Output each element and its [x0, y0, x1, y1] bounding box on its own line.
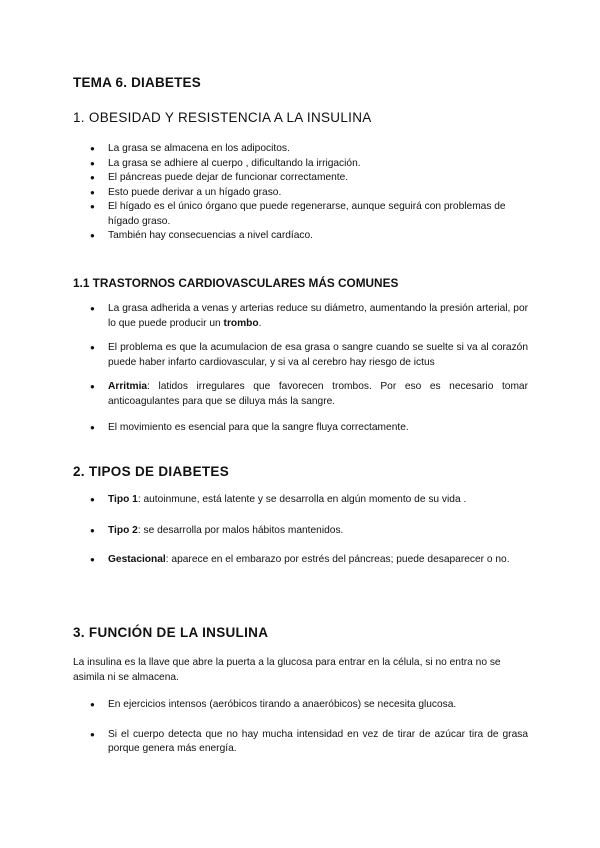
list-item: [108, 493, 528, 508]
item-text: La grasa adherida a venas y arterias reduce su diámetro, aumentando la presión arterial, por lo que puede producir un: [108, 303, 528, 329]
list-item: ● La grasa se almacena en los adipocitos.: [108, 142, 528, 157]
item-text: : se desarrolla por malos hábitos mantenidos.: [137, 524, 344, 536]
section-1-1-heading: 1.1 TRASTORNOS CARDIOVASCULARES MÁS COMUNES: [73, 276, 399, 290]
item-text: .: [258, 317, 262, 329]
list-item: ● En ejercicios intensos (aeróbicos tirando a anaeróbicos) se necesita glucosa.: [108, 698, 528, 713]
item-text: : autoinmune, está latente y se desarrolla en algún momento de su vida .: [137, 494, 467, 505]
list-item: ● El problema es que la acumulacion de esa grasa o sangre cuando se suelte si va al corazón puede haber infarto cardiovascular, y si va al cerebro hay riesgo de ictus: [108, 341, 528, 370]
item-text: : latidos irregulares que favorecen trombos. Por eso es necesario tomar anticoagulantes para que se diluya más la sangre.: [108, 381, 528, 407]
list-item: ● El movimiento es esencial para que la sangre fluya correctamente.: [108, 421, 528, 436]
list-item: ● La grasa se adhiere al cuerpo , dificultando la irrigación.: [108, 157, 528, 172]
list-item: ● Esto puede derivar a un hígado graso.: [108, 186, 528, 201]
section-3-heading: [73, 625, 268, 640]
section-1-list: [108, 142, 528, 244]
section-2-heading: [73, 464, 229, 479]
item-keyword: Tipo 1: [108, 494, 138, 505]
section-2-list: [108, 493, 528, 568]
item-text: : aparece en el embarazo por estrés del páncreas; puede desaparecer o no.: [165, 554, 510, 565]
section-3-heading-text: 3. FUNCIÓN DE LA INSULINA: [73, 625, 269, 640]
list-item: ● El páncreas puede dejar de funcionar correctamente.: [108, 171, 528, 186]
list-item: [108, 380, 528, 409]
list-item: ● El hígado es el único órgano que puede regenerarse, aunque seguirá con problemas de hígado graso.: [108, 200, 528, 229]
section-1-1-list: [108, 302, 528, 436]
item-keyword: Arritmia: [108, 381, 148, 392]
section-3-paragraph: La insulina es la llave que abre la puerta a la glucosa para entrar en la célula, si no entra no se asimila ni se almacena.: [73, 657, 501, 683]
item-keyword: Tipo 2: [108, 524, 138, 536]
section-3-list: [108, 698, 528, 757]
list-item: [108, 553, 528, 568]
document-title: TEMA 6. DIABETES: [73, 75, 201, 90]
list-item: [108, 302, 528, 331]
list-item: ● Si el cuerpo detecta que no hay mucha intensidad en vez de tirar de azúcar tira de grasa porque genera más energía.: [108, 728, 528, 757]
section-1-heading: 1. OBESIDAD Y RESISTENCIA A LA INSULINA: [73, 110, 372, 125]
list-item: ● También hay consecuencias a nivel cardíaco.: [108, 229, 528, 244]
item-keyword: trombo: [223, 317, 259, 329]
item-keyword: Gestacional: [108, 554, 166, 565]
list-item: [108, 524, 528, 539]
section-2-heading-text: 2. TIPOS DE DIABETES: [73, 464, 230, 479]
